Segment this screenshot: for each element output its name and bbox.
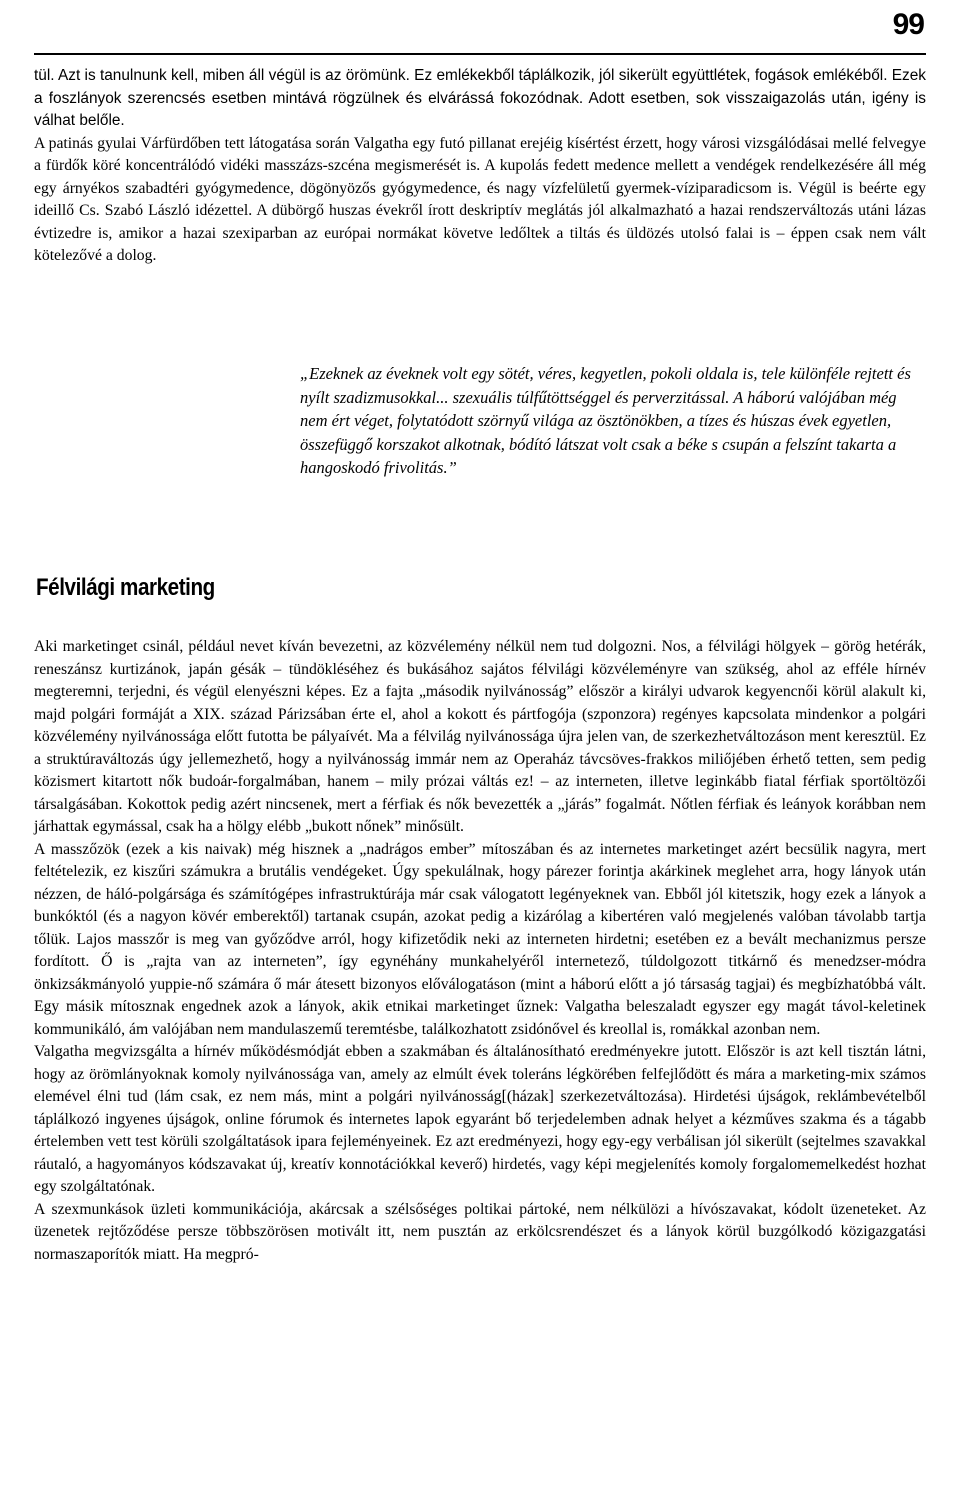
body-paragraph-4: A szexmunkások üzleti kommunikációja, akárcsak a szélsőséges poltikai pártoké, nem nélkülözi a hívószavakat, kódolt üzeneteket. Az üzenetek rejtőződése persze többszörösen motivált itt, nem pusztán az erkölcsrendészet és a lányok körül buzgólkodó közigazgatási normaszaporítók miatt. Ha megpró- xyxy=(34,1200,926,1263)
intro-sans-paragraph: tül. Azt is tanulnunk kell, miben áll végül is az örömünk. Ez emlékekből táplálkozik, jól sikerült együttlétek, fogások emlékéből. Ezek a foszlányok szerencsés esetben mintává rögzülnek és elvárássá fokozódnak. Adott esetben, sok visszaigazolás után, igény is válhat belőle. xyxy=(34,67,926,129)
page-number: 99 xyxy=(892,8,924,41)
body-paragraph-3: Valgatha megvizsgálta a hírnév működésmódját ebben a szakmában és általánosítható eredményekre jutott. Először is azt kell tisztán látni, hogy az örömlányoknak komoly nyilvánossága van, amely az elmúlt évek toleráns légkörében felfejlődött és mára a marketing-mix számos elemével élni tud (lám csak, ez nem más, mint a polgári nyilvánosság[(házak] szerkezetváltozása). Hirdetési újságok, reklámbevételből táplálkozó ingyenes újságok, online fórumok és internetes lapok egyaránt bő terjedelemben adnak helyet a kézműves szakma és a tágabb értelemben vett test körüli szolgáltatások ipara fejleményeinek. Ez azt eredményezi, hogy egy-egy verbálisan jól sikerült (sejtelmes szavakkal ráutaló, a hagyományos kódszavakat új, kreatív konnotációkkal keverő) hirdetés, vagy képi megjelenítés komoly forgalomemelkedést hozhat egy szolgáltatónak. xyxy=(34,1043,926,1195)
header-rule xyxy=(34,53,926,55)
body-paragraph-2: A masszőzök (ezek a kis naivak) még hisznek a „nadrágos ember” mítoszában és az internetes marketinget azért becsülik nagyra, mert feltételezik, ez kiszűri számukra a brutális vendégeket. Úgy spekulálnak, hogy párezer forintja akárkinek meglehet arra, hogy lányok után nézzen, de háló-polgársága és számítógépes infrastruktúrája már csak válogatott legényeknek van. Ebből jól kitetszik, hogy ezek a lányok a bunkóktól (és a nagyon kövér emberektől) tartanak csupán, azokat pedig a kizárólag a kibertéren való megjelenés valóban távolabb tartja tőlük. Lajos masszőr is meg van győződve arról, hogy kifizetődik neki az interneten hirdetni; esetében ez a bevált mechanizmus persze fordított. Ő is „rajta van az interneten”, így egynéhány munkahelyéről internetező, túldolgozott titkárnő és menedzser-módra önkizsákmányoló yuppie-nő számára ő már átesett bizonyos előválogatáson (mint a háború előtt a jó társaság tagjai) és megbízhatóbbá vált. Egy másik mítosznak engednek azok a lányok, akik etnikai marketinget űznek: Valgatha beleszaladt egyszer egy magát távol-keletinek kommunikáló, ám valójában nem mandulaszemű teremtésbe, találkozhatott zsidónővel és kreollal is, romákkal azonban nem. xyxy=(34,840,926,1038)
section-heading: Félvilági marketing xyxy=(36,574,215,601)
intro-block xyxy=(34,65,926,268)
block-quote: „Ezeknek az éveknek volt egy sötét, véres, kegyetlen, pokoli oldala is, tele különféle rejtett és nyílt szadizmusokkal... szexuális túlfűtöttséggel és perverzitással. A háború valójában még nem ért véget, folytatódott szörnyű világa az ösztönökben, a tízes és húszas évek egyetlen, összefüggő korszakot alkotnak, bódító látszat volt csak a béke s csupán a felszínt takarta a hangoskodó frivolitás.” xyxy=(300,364,911,477)
main-body xyxy=(34,636,926,1266)
body-paragraph-1: Aki marketinget csinál, például nevet kíván bevezetni, az közvélemény nélkül nem tud dolgozni. Nos, a félvilági hölgyek – görög hetérák, reneszánsz kurtizánok, japán gésák – tündökléséhez és bukásához sajátos félvilági közvéleményre van szükség, ahol az efféle hírnév megteremni, terjedni, és végül elenyészni képes. Ez a fajta „második nyilvánosság” először a királyi udvarok kegyencnői körül alakult ki, majd polgári formáját a XIX. század Párizsában érte el, ahol a kokott és pártfogója (szponzora) regényes kapcsolata mindenkor a polgári közvélemény nyilvánossága előtt futotta be pályaívét. Ma a félvilág nyilvánossága újra jelen van, de szerkezhetváltozáson ment keresztül. Ez a struktúraváltozás úgy jellemezhető, hogy a nyilvánosság immár nem az Operaház távcsöves-frakkos miliőjében érhető tetten, sem pedig közismert kitartott nők budoár-forgalmában, hanem – mily prózai váltás ez! – az interneten, illetve leginkább fiatal férfiak sportöltözői társalgásában. Kokottok pedig azért nincsenek, mert a férfiak és nők bevezették a „járás” fogalmát. Nőtlen férfiak és leányok korábban nem járhattak egymással, csak ha a hölgy elébb „bukott nőnek” minősült. xyxy=(34,638,926,835)
intro-paragraph: A patinás gyulai Várfürdőben tett látogatása során Valgatha egy futó pillanat erejéig kísértést érzett, hogy városi vizsgálódásai mellé felvegye a fürdők köré koncentrálódó vidéki masszázs-szcéna megismerését is. A kupolás fedett medence mellett a vendégek rendelkezésére áll még egy árnyékos szabadtéri gyógymedence, dögönyözős gyógymedence, és nagy vízfelületű gyermek-víziparadicsom is. Végül is beérte egy ideillő Cs. Szabó László idézettel. A dübörgő huszas évekről írott deskriptív meglátás jól alkalmazható a hazai rendszerváltozás utáni lázas évtizedre is, amikor a hazai szexiparban az európai normákat követve ledőltek a tiltás és üldözés utolsó falai is – éppen csak nem vált kötelezővé a dolog. xyxy=(34,134,926,264)
